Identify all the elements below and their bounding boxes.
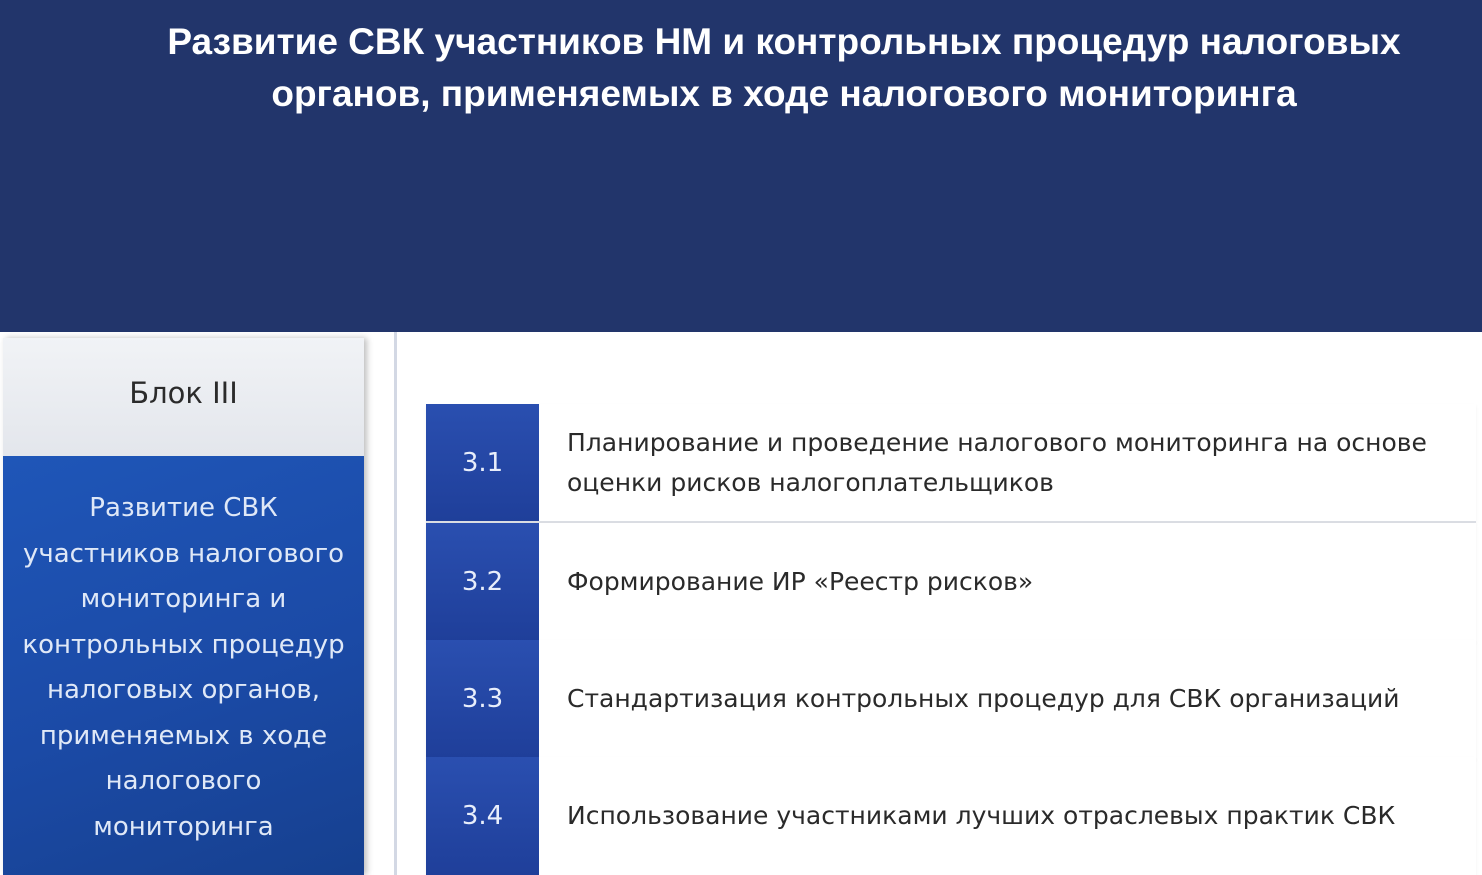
slide-title: Развитие СВК участников НМ и контрольных процедур налоговых органов, применяемых в ходе налогового мониторинга (167, 21, 1401, 114)
header-banner (0, 0, 1482, 332)
block-panel (3, 338, 364, 875)
item-text: Планирование и проведение налогового мониторинга на основе оценки рисков налогоплательщиков (567, 427, 1427, 497)
item-number-cell (426, 640, 539, 757)
list-item (426, 640, 1476, 759)
block-description-box (3, 456, 364, 875)
item-number: 3.1 (461, 447, 504, 478)
item-number-cell (426, 523, 539, 640)
block-description: Развитие СВК участников налогового мониторинга и контрольных процедур налоговых органов, применяемых в ходе налогового мониторинга (22, 493, 345, 842)
item-text: Стандартизация контрольных процедур для СВК организаций (567, 683, 1400, 713)
list-item (426, 757, 1476, 875)
item-text: Формирование ИР «Реестр рисков» (567, 566, 1034, 596)
items-list (426, 404, 1476, 875)
list-item (426, 523, 1476, 642)
block-header (3, 338, 364, 456)
item-number: 3.2 (461, 566, 504, 597)
vertical-divider (394, 332, 397, 875)
list-item (426, 404, 1476, 523)
block-label: Блок III (129, 376, 238, 410)
item-number: 3.3 (461, 683, 504, 714)
item-number-cell (426, 404, 539, 521)
item-text: Использование участниками лучших отраслевых практик СВК (567, 801, 1396, 830)
item-number-cell (426, 757, 539, 875)
item-number: 3.4 (461, 801, 504, 831)
content-area (0, 332, 1482, 875)
